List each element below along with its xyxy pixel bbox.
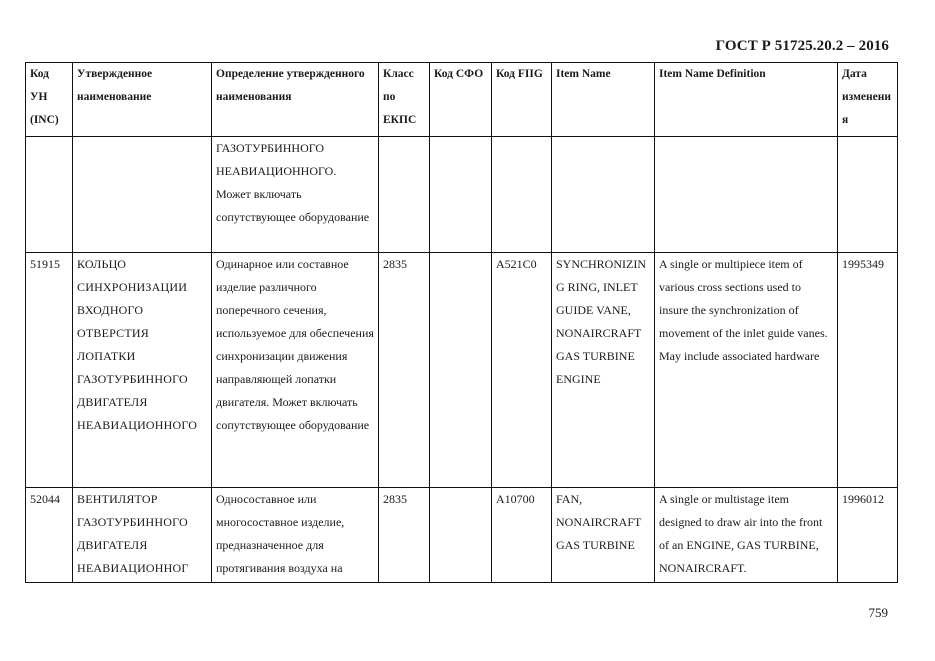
cell-approved-name: ВЕНТИЛЯТОР ГАЗОТУРБИННОГО ДВИГАТЕЛЯ НЕАВИАЦИОННОГ bbox=[73, 488, 212, 583]
cell-change-date bbox=[838, 137, 898, 253]
column-header-definition: Определение утвержденного наименования bbox=[212, 63, 379, 137]
column-header-approved-name: Утвержденное наименование bbox=[73, 63, 212, 137]
page-number: 759 bbox=[868, 605, 888, 620]
cell-item-name-definition: A single or multistage item designed to draw air into the front of an ENGINE, GAS TURBINE, NONAIRCRAFT. bbox=[655, 488, 838, 583]
cell-item-name-definition: A single or multipiece item of various cross sections used to insure the synchronization of movement of the inlet guide vanes. May include associated hardware bbox=[655, 253, 838, 488]
cell-definition: Односоставное или многосоставное изделие, предназначенное для протягивания воздуха на bbox=[212, 488, 379, 583]
table-row bbox=[26, 253, 898, 488]
cell-inc: 51915 bbox=[26, 253, 73, 488]
column-header-ekps-class: Класс по ЕКПС bbox=[379, 63, 430, 137]
column-header-fiig-code: Код FIIG bbox=[492, 63, 552, 137]
column-header-change-date: Дата изменения bbox=[838, 63, 898, 137]
nomenclature-table bbox=[25, 62, 898, 583]
column-header-item-name: Item Name bbox=[552, 63, 655, 137]
column-header-item-name-definition: Item Name Definition bbox=[655, 63, 838, 137]
table-row bbox=[26, 137, 898, 253]
table-header-row bbox=[26, 63, 898, 137]
cell-fiig-code: A521C0 bbox=[492, 253, 552, 488]
cell-ekps-class: 2835 bbox=[379, 253, 430, 488]
cell-approved-name bbox=[73, 137, 212, 253]
cell-ekps-class: 2835 bbox=[379, 488, 430, 583]
cell-inc: 52044 bbox=[26, 488, 73, 583]
column-header-inc: Код УН (INC) bbox=[26, 63, 73, 137]
column-header-sfo-code: Код СФО bbox=[430, 63, 492, 137]
cell-definition: ГАЗОТУРБИННОГО НЕАВИАЦИОННОГО. Может включать сопутствующее оборудование bbox=[212, 137, 379, 253]
cell-item-name: FAN, NONAIRCRAFT GAS TURBINE bbox=[552, 488, 655, 583]
cell-item-name bbox=[552, 137, 655, 253]
cell-sfo-code bbox=[430, 137, 492, 253]
cell-definition: Одинарное или составное изделие различного поперечного сечения, используемое для обеспечения синхронизации движения направляющей лопатки двигателя. Может включать сопутствующее оборудование bbox=[212, 253, 379, 488]
cell-fiig-code: A10700 bbox=[492, 488, 552, 583]
cell-item-name: SYNCHRONIZING RING, INLET GUIDE VANE, NONAIRCRAFT GAS TURBINE ENGINE bbox=[552, 253, 655, 488]
cell-inc bbox=[26, 137, 73, 253]
cell-approved-name: КОЛЬЦО СИНХРОНИЗАЦИИ ВХОДНОГО ОТВЕРСТИЯ ЛОПАТКИ ГАЗОТУРБИННОГО ДВИГАТЕЛЯ НЕАВИАЦИОННОГО bbox=[73, 253, 212, 488]
document-standard-header: ГОСТ Р 51725.20.2 – 2016 bbox=[715, 38, 889, 54]
cell-fiig-code bbox=[492, 137, 552, 253]
table-row bbox=[26, 488, 898, 583]
cell-change-date: 1995349 bbox=[838, 253, 898, 488]
cell-sfo-code bbox=[430, 253, 492, 488]
cell-change-date: 1996012 bbox=[838, 488, 898, 583]
cell-item-name-definition bbox=[655, 137, 838, 253]
cell-ekps-class bbox=[379, 137, 430, 253]
cell-sfo-code bbox=[430, 488, 492, 583]
